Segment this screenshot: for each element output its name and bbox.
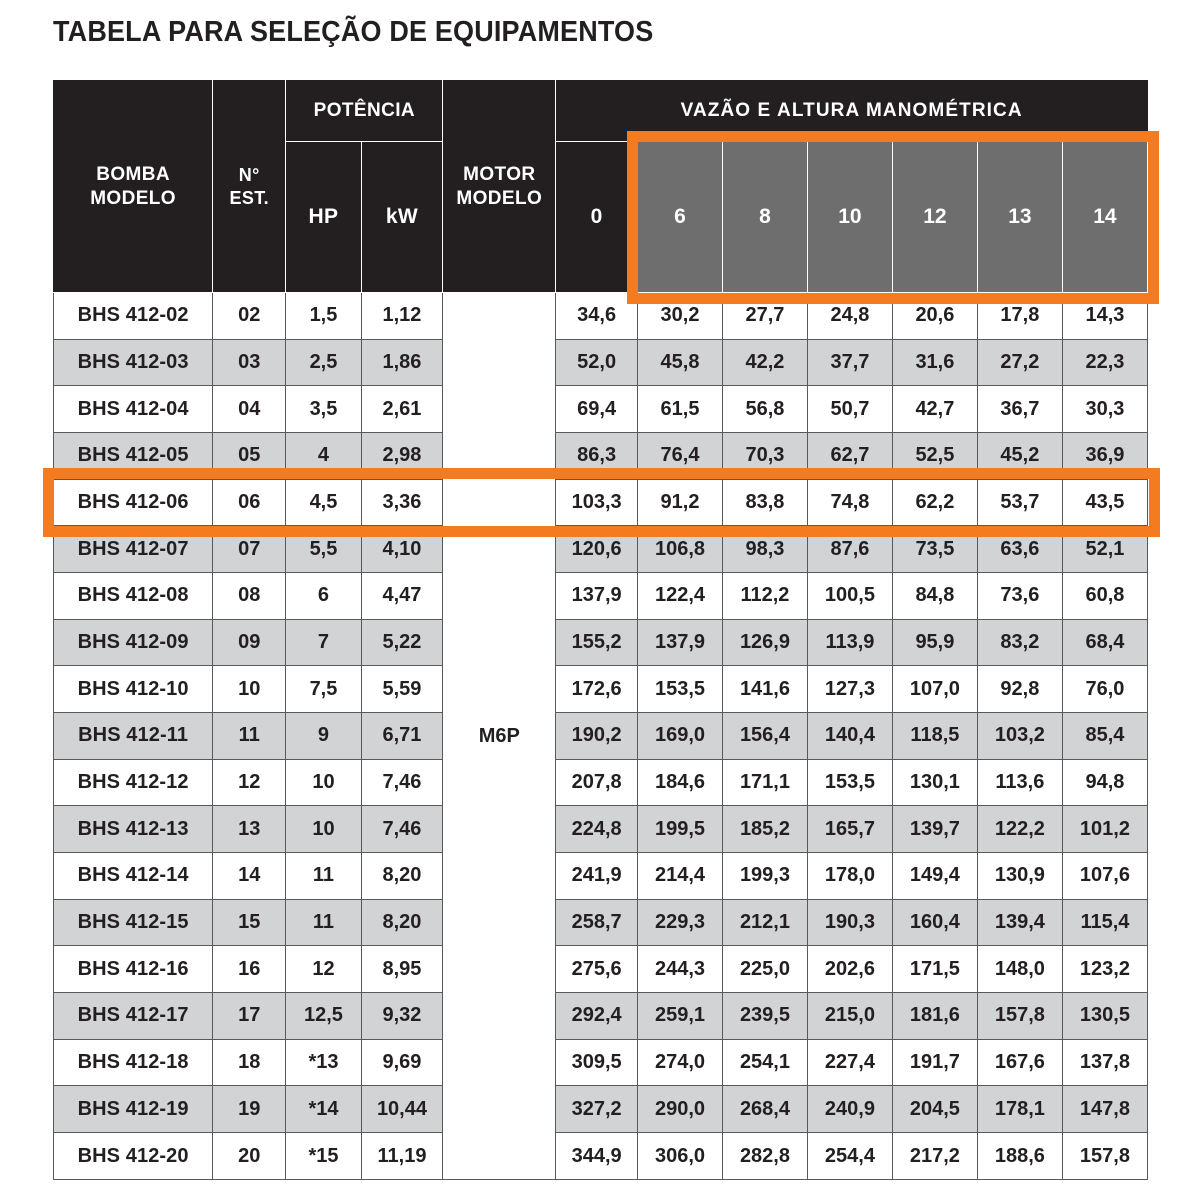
cell-head-14: 85,4 — [1062, 713, 1147, 760]
cell-head-8: 126,9 — [722, 619, 807, 666]
cell-head-8: 70,3 — [722, 433, 807, 480]
table-row — [54, 619, 1148, 666]
cell-head-0: 120,6 — [556, 526, 638, 573]
cell-hp: 11 — [286, 899, 361, 946]
cell-n-est: 04 — [213, 386, 286, 433]
cell-head-12: 62,2 — [892, 479, 977, 526]
cell-head-8: 268,4 — [722, 1086, 807, 1133]
cell-head-0: 172,6 — [556, 666, 638, 713]
cell-head-8: 225,0 — [722, 946, 807, 993]
cell-hp: 11 — [286, 853, 361, 900]
table-row — [54, 339, 1148, 386]
cell-n-est: 11 — [213, 713, 286, 760]
cell-head-10: 87,6 — [807, 526, 892, 573]
cell-n-est: 12 — [213, 759, 286, 806]
cell-n-est: 18 — [213, 1039, 286, 1086]
cell-head-6: 45,8 — [638, 339, 723, 386]
cell-head-13: 36,7 — [977, 386, 1062, 433]
cell-head-0: 344,9 — [556, 1133, 638, 1180]
cell-head-6: 184,6 — [638, 759, 723, 806]
cell-hp: *14 — [286, 1086, 361, 1133]
cell-head-8: 282,8 — [722, 1133, 807, 1180]
table-header — [54, 81, 1148, 293]
cell-head-14: 101,2 — [1062, 806, 1147, 853]
cell-kw: 8,95 — [361, 946, 443, 993]
cell-head-8: 254,1 — [722, 1039, 807, 1086]
col-header-head-10: 10 — [807, 142, 892, 293]
cell-kw: 7,46 — [361, 759, 443, 806]
cell-head-6: 306,0 — [638, 1133, 723, 1180]
cell-bomba-modelo: BHS 412-08 — [54, 573, 213, 620]
cell-n-est: 19 — [213, 1086, 286, 1133]
cell-hp: *13 — [286, 1039, 361, 1086]
cell-head-14: 107,6 — [1062, 853, 1147, 900]
cell-head-13: 139,4 — [977, 899, 1062, 946]
cell-bomba-modelo: BHS 412-17 — [54, 993, 213, 1040]
table-row — [54, 293, 1148, 340]
table-body — [54, 293, 1148, 1180]
cell-head-8: 141,6 — [722, 666, 807, 713]
cell-head-10: 24,8 — [807, 293, 892, 340]
cell-bomba-modelo: BHS 412-20 — [54, 1133, 213, 1180]
table-row — [54, 946, 1148, 993]
cell-head-12: 130,1 — [892, 759, 977, 806]
cell-head-0: 207,8 — [556, 759, 638, 806]
col-header-motor-modelo — [443, 81, 556, 293]
cell-head-13: 27,2 — [977, 339, 1062, 386]
cell-bomba-modelo: BHS 412-13 — [54, 806, 213, 853]
cell-n-est: 07 — [213, 526, 286, 573]
cell-n-est: 06 — [213, 479, 286, 526]
cell-n-est: 20 — [213, 1133, 286, 1180]
cell-kw: 4,10 — [361, 526, 443, 573]
cell-n-est: 03 — [213, 339, 286, 386]
cell-head-14: 60,8 — [1062, 573, 1147, 620]
cell-hp: 6 — [286, 573, 361, 620]
cell-head-13: 53,7 — [977, 479, 1062, 526]
selection-table-container — [53, 80, 1148, 1180]
cell-head-14: 43,5 — [1062, 479, 1147, 526]
cell-n-est: 09 — [213, 619, 286, 666]
cell-hp: 12,5 — [286, 993, 361, 1040]
cell-head-12: 204,5 — [892, 1086, 977, 1133]
cell-hp: 5,5 — [286, 526, 361, 573]
cell-head-10: 37,7 — [807, 339, 892, 386]
cell-head-10: 74,8 — [807, 479, 892, 526]
cell-head-13: 83,2 — [977, 619, 1062, 666]
cell-n-est: 17 — [213, 993, 286, 1040]
table-row — [54, 993, 1148, 1040]
cell-head-10: 190,3 — [807, 899, 892, 946]
header-row-top — [54, 81, 1148, 142]
group-header-vazao: VAZÃO E ALTURA MANOMÉTRICA — [556, 81, 1148, 142]
cell-head-0: 309,5 — [556, 1039, 638, 1086]
table-row — [54, 1133, 1148, 1180]
cell-head-12: 191,7 — [892, 1039, 977, 1086]
equipment-selection-table — [53, 80, 1148, 1180]
cell-head-10: 240,9 — [807, 1086, 892, 1133]
cell-head-0: 69,4 — [556, 386, 638, 433]
cell-kw: 2,98 — [361, 433, 443, 480]
cell-head-10: 153,5 — [807, 759, 892, 806]
cell-head-13: 178,1 — [977, 1086, 1062, 1133]
cell-kw: 5,22 — [361, 619, 443, 666]
bomba-modelo-line1: BOMBA — [96, 163, 170, 185]
cell-head-12: 31,6 — [892, 339, 977, 386]
cell-head-10: 254,4 — [807, 1133, 892, 1180]
cell-head-14: 14,3 — [1062, 293, 1147, 340]
cell-head-10: 62,7 — [807, 433, 892, 480]
cell-head-8: 239,5 — [722, 993, 807, 1040]
cell-head-14: 137,8 — [1062, 1039, 1147, 1086]
cell-head-10: 100,5 — [807, 573, 892, 620]
motor-modelo-line1: MOTOR — [463, 163, 536, 185]
cell-head-0: 52,0 — [556, 339, 638, 386]
cell-head-10: 215,0 — [807, 993, 892, 1040]
cell-hp: 10 — [286, 806, 361, 853]
page-title: TABELA PARA SELEÇÃO DE EQUIPAMENTOS — [53, 16, 654, 48]
cell-n-est: 13 — [213, 806, 286, 853]
cell-head-10: 113,9 — [807, 619, 892, 666]
cell-bomba-modelo: BHS 412-06 — [54, 479, 213, 526]
cell-head-0: 86,3 — [556, 433, 638, 480]
cell-head-13: 157,8 — [977, 993, 1062, 1040]
cell-head-8: 199,3 — [722, 853, 807, 900]
cell-head-13: 188,6 — [977, 1133, 1062, 1180]
cell-bomba-modelo: BHS 412-03 — [54, 339, 213, 386]
table-row — [54, 899, 1148, 946]
cell-head-0: 190,2 — [556, 713, 638, 760]
table-row — [54, 666, 1148, 713]
cell-bomba-modelo: BHS 412-19 — [54, 1086, 213, 1133]
cell-hp: 1,5 — [286, 293, 361, 340]
cell-hp: 7 — [286, 619, 361, 666]
group-header-potencia: POTÊNCIA — [286, 81, 443, 142]
cell-kw: 10,44 — [361, 1086, 443, 1133]
table-row — [54, 806, 1148, 853]
motor-modelo-line2: MODELO — [456, 187, 543, 209]
cell-head-6: 259,1 — [638, 993, 723, 1040]
cell-head-12: 181,6 — [892, 993, 977, 1040]
cell-head-0: 292,4 — [556, 993, 638, 1040]
cell-kw: 4,47 — [361, 573, 443, 620]
cell-head-8: 42,2 — [722, 339, 807, 386]
cell-head-0: 34,6 — [556, 293, 638, 340]
cell-kw: 8,20 — [361, 853, 443, 900]
cell-head-14: 68,4 — [1062, 619, 1147, 666]
cell-head-12: 149,4 — [892, 853, 977, 900]
cell-head-0: 103,3 — [556, 479, 638, 526]
cell-head-12: 95,9 — [892, 619, 977, 666]
bomba-modelo-line2: MODELO — [90, 187, 176, 209]
cell-kw: 3,36 — [361, 479, 443, 526]
cell-hp: 3,5 — [286, 386, 361, 433]
cell-hp: 10 — [286, 759, 361, 806]
cell-bomba-modelo: BHS 412-02 — [54, 293, 213, 340]
cell-head-14: 36,9 — [1062, 433, 1147, 480]
cell-head-8: 98,3 — [722, 526, 807, 573]
col-header-head-13: 13 — [977, 142, 1062, 293]
cell-head-12: 52,5 — [892, 433, 977, 480]
cell-bomba-modelo: BHS 412-10 — [54, 666, 213, 713]
table-row — [54, 573, 1148, 620]
cell-bomba-modelo: BHS 412-15 — [54, 899, 213, 946]
cell-head-13: 148,0 — [977, 946, 1062, 993]
cell-head-6: 153,5 — [638, 666, 723, 713]
cell-n-est: 14 — [213, 853, 286, 900]
cell-kw: 11,19 — [361, 1133, 443, 1180]
cell-head-0: 275,6 — [556, 946, 638, 993]
cell-head-12: 20,6 — [892, 293, 977, 340]
cell-head-13: 167,6 — [977, 1039, 1062, 1086]
cell-bomba-modelo: BHS 412-18 — [54, 1039, 213, 1086]
table-row — [54, 1039, 1148, 1086]
cell-head-6: 137,9 — [638, 619, 723, 666]
col-header-n-est — [213, 81, 286, 293]
cell-kw: 7,46 — [361, 806, 443, 853]
cell-head-14: 52,1 — [1062, 526, 1147, 573]
cell-head-6: 30,2 — [638, 293, 723, 340]
cell-head-12: 84,8 — [892, 573, 977, 620]
cell-n-est: 15 — [213, 899, 286, 946]
cell-head-14: 123,2 — [1062, 946, 1147, 993]
cell-head-8: 83,8 — [722, 479, 807, 526]
cell-bomba-modelo: BHS 412-12 — [54, 759, 213, 806]
cell-head-13: 113,6 — [977, 759, 1062, 806]
cell-head-6: 91,2 — [638, 479, 723, 526]
cell-head-14: 157,8 — [1062, 1133, 1147, 1180]
col-header-hp: HP — [286, 142, 361, 293]
col-header-head-0: 0 — [556, 142, 638, 293]
col-header-bomba-modelo — [54, 81, 213, 293]
cell-head-6: 290,0 — [638, 1086, 723, 1133]
cell-bomba-modelo: BHS 412-04 — [54, 386, 213, 433]
cell-head-12: 217,2 — [892, 1133, 977, 1180]
cell-n-est: 08 — [213, 573, 286, 620]
cell-n-est: 02 — [213, 293, 286, 340]
cell-head-6: 169,0 — [638, 713, 723, 760]
cell-head-12: 139,7 — [892, 806, 977, 853]
table-row — [54, 1086, 1148, 1133]
cell-head-14: 76,0 — [1062, 666, 1147, 713]
cell-head-8: 56,8 — [722, 386, 807, 433]
cell-hp: 7,5 — [286, 666, 361, 713]
cell-head-6: 61,5 — [638, 386, 723, 433]
cell-kw: 2,61 — [361, 386, 443, 433]
cell-hp: 2,5 — [286, 339, 361, 386]
cell-head-0: 258,7 — [556, 899, 638, 946]
cell-head-10: 202,6 — [807, 946, 892, 993]
cell-head-10: 127,3 — [807, 666, 892, 713]
col-header-head-6: 6 — [638, 142, 723, 293]
cell-head-6: 199,5 — [638, 806, 723, 853]
cell-bomba-modelo: BHS 412-16 — [54, 946, 213, 993]
table-row — [54, 713, 1148, 760]
table-row — [54, 479, 1148, 526]
cell-head-13: 17,8 — [977, 293, 1062, 340]
n-est-line1: N° — [238, 165, 260, 185]
cell-bomba-modelo: BHS 412-09 — [54, 619, 213, 666]
cell-kw: 6,71 — [361, 713, 443, 760]
col-header-head-12: 12 — [892, 142, 977, 293]
cell-head-12: 118,5 — [892, 713, 977, 760]
cell-head-6: 274,0 — [638, 1039, 723, 1086]
cell-head-13: 103,2 — [977, 713, 1062, 760]
cell-kw: 9,32 — [361, 993, 443, 1040]
cell-kw: 8,20 — [361, 899, 443, 946]
cell-head-13: 92,8 — [977, 666, 1062, 713]
cell-head-13: 122,2 — [977, 806, 1062, 853]
cell-head-14: 94,8 — [1062, 759, 1147, 806]
cell-head-14: 130,5 — [1062, 993, 1147, 1040]
cell-head-6: 106,8 — [638, 526, 723, 573]
cell-bomba-modelo: BHS 412-14 — [54, 853, 213, 900]
cell-head-13: 45,2 — [977, 433, 1062, 480]
cell-head-10: 227,4 — [807, 1039, 892, 1086]
cell-head-6: 76,4 — [638, 433, 723, 480]
col-header-head-8: 8 — [722, 142, 807, 293]
cell-head-8: 112,2 — [722, 573, 807, 620]
cell-head-6: 229,3 — [638, 899, 723, 946]
cell-head-0: 137,9 — [556, 573, 638, 620]
cell-head-8: 185,2 — [722, 806, 807, 853]
cell-head-6: 214,4 — [638, 853, 723, 900]
cell-head-0: 155,2 — [556, 619, 638, 666]
cell-head-12: 107,0 — [892, 666, 977, 713]
cell-kw: 1,12 — [361, 293, 443, 340]
cell-head-13: 63,6 — [977, 526, 1062, 573]
cell-head-12: 171,5 — [892, 946, 977, 993]
cell-head-10: 178,0 — [807, 853, 892, 900]
cell-kw: 5,59 — [361, 666, 443, 713]
table-row — [54, 759, 1148, 806]
cell-n-est: 16 — [213, 946, 286, 993]
cell-head-10: 165,7 — [807, 806, 892, 853]
cell-head-8: 212,1 — [722, 899, 807, 946]
cell-hp: *15 — [286, 1133, 361, 1180]
n-est-line2: EST. — [229, 187, 270, 208]
cell-n-est: 05 — [213, 433, 286, 480]
cell-kw: 9,69 — [361, 1039, 443, 1086]
cell-head-12: 73,5 — [892, 526, 977, 573]
cell-head-12: 160,4 — [892, 899, 977, 946]
cell-head-6: 244,3 — [638, 946, 723, 993]
cell-hp: 4 — [286, 433, 361, 480]
cell-head-13: 73,6 — [977, 573, 1062, 620]
table-row — [54, 526, 1148, 573]
cell-head-8: 156,4 — [722, 713, 807, 760]
cell-motor-modelo: M6P — [443, 293, 556, 1180]
cell-head-14: 147,8 — [1062, 1086, 1147, 1133]
cell-head-14: 115,4 — [1062, 899, 1147, 946]
table-row — [54, 433, 1148, 480]
cell-head-0: 327,2 — [556, 1086, 638, 1133]
cell-head-13: 130,9 — [977, 853, 1062, 900]
cell-head-10: 50,7 — [807, 386, 892, 433]
cell-head-8: 27,7 — [722, 293, 807, 340]
cell-bomba-modelo: BHS 412-07 — [54, 526, 213, 573]
cell-head-0: 224,8 — [556, 806, 638, 853]
cell-bomba-modelo: BHS 412-05 — [54, 433, 213, 480]
cell-head-6: 122,4 — [638, 573, 723, 620]
cell-head-8: 171,1 — [722, 759, 807, 806]
cell-hp: 4,5 — [286, 479, 361, 526]
cell-hp: 12 — [286, 946, 361, 993]
cell-bomba-modelo: BHS 412-11 — [54, 713, 213, 760]
cell-kw: 1,86 — [361, 339, 443, 386]
table-row — [54, 853, 1148, 900]
col-header-head-14: 14 — [1062, 142, 1147, 293]
cell-head-0: 241,9 — [556, 853, 638, 900]
cell-n-est: 10 — [213, 666, 286, 713]
table-row — [54, 386, 1148, 433]
cell-head-14: 30,3 — [1062, 386, 1147, 433]
cell-hp: 9 — [286, 713, 361, 760]
col-header-kw: kW — [361, 142, 443, 293]
cell-head-14: 22,3 — [1062, 339, 1147, 386]
cell-head-12: 42,7 — [892, 386, 977, 433]
cell-head-10: 140,4 — [807, 713, 892, 760]
